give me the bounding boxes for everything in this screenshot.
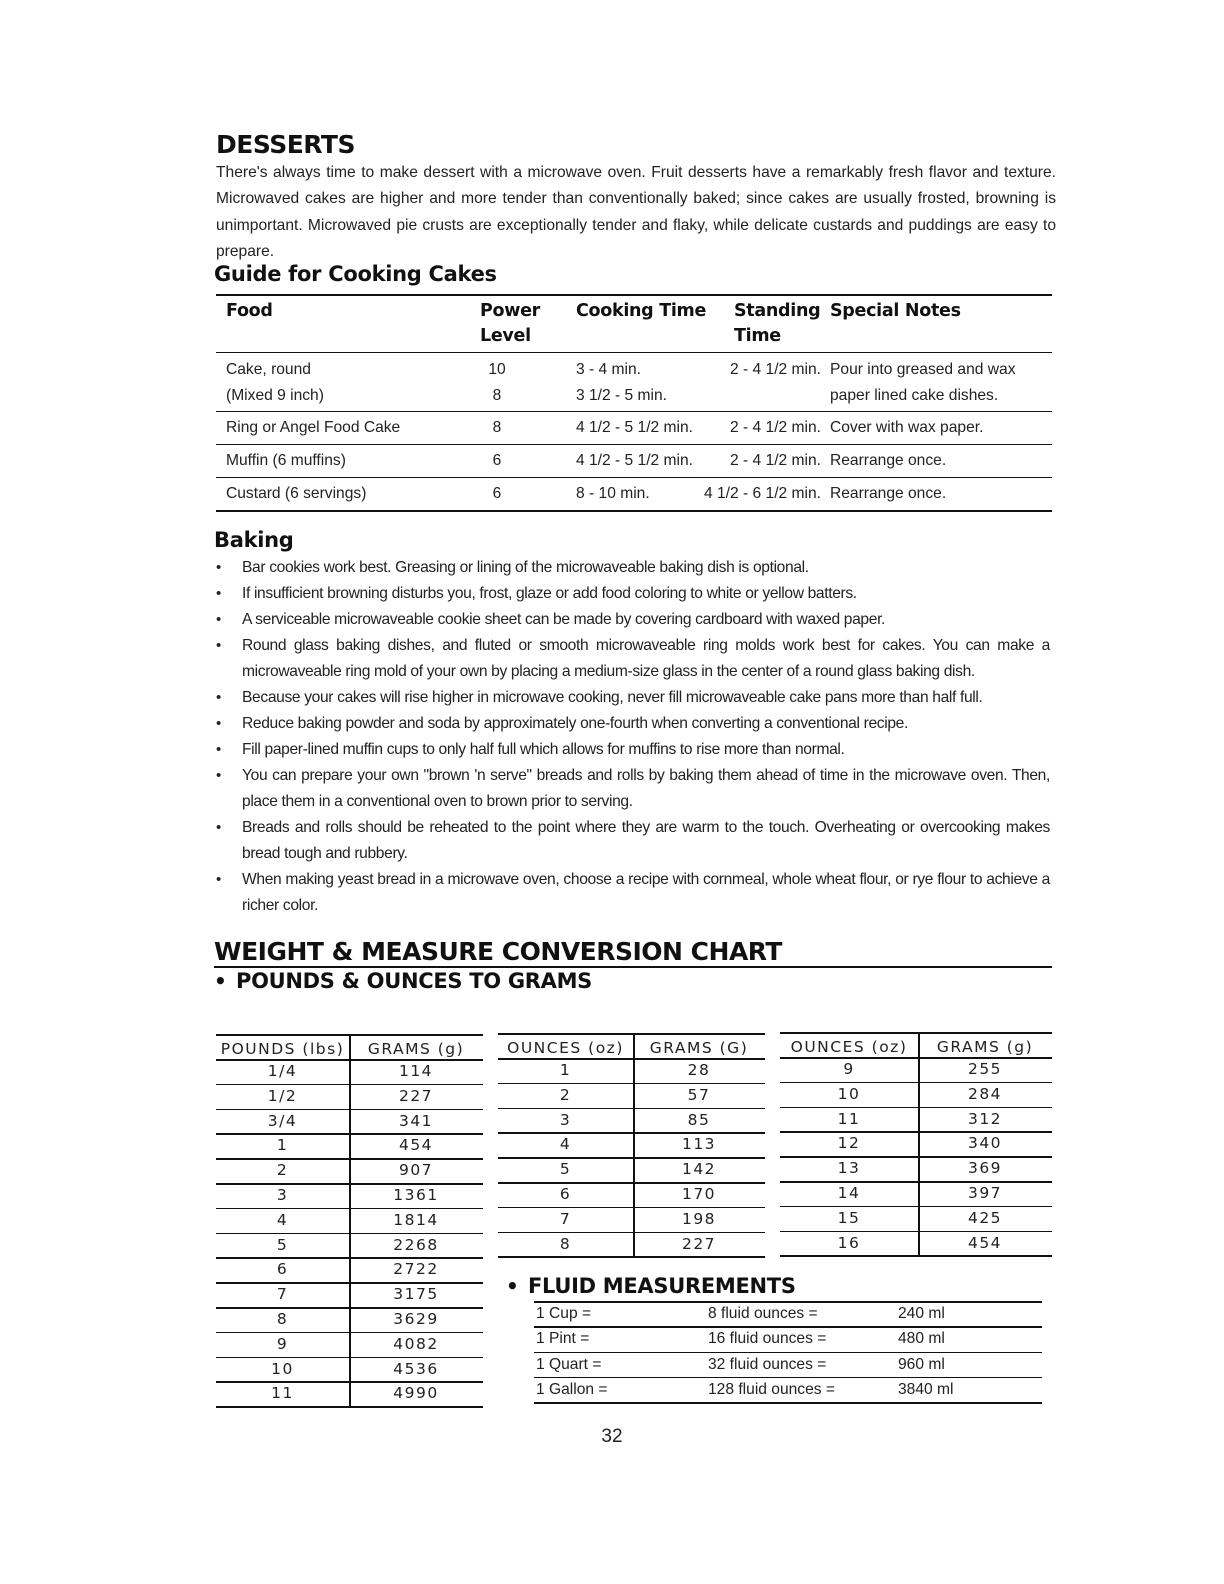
header-power-level	[480, 299, 540, 349]
ounces_b-header-2: GRAMS (g)	[936, 1038, 1034, 1056]
table-cell: 7	[276, 1285, 289, 1304]
table-row-rule	[498, 1108, 765, 1110]
table-row-rule	[780, 1231, 1052, 1233]
table-cell: 57	[687, 1085, 711, 1104]
cell-power: 10	[488, 361, 506, 378]
cell-notes: Pour into greased and wax	[830, 361, 1016, 378]
table-row-rule	[498, 1207, 765, 1209]
table-cell: 1361	[393, 1186, 439, 1204]
fluid-cell: 16 fluid ounces =	[708, 1330, 827, 1348]
table-cell: 1/4	[267, 1062, 298, 1080]
table-row-rule	[498, 1132, 765, 1134]
table-cell: 397	[967, 1184, 1003, 1202]
table-row	[216, 353, 1052, 412]
table-cell: 15	[837, 1208, 861, 1227]
baking-title: Baking	[214, 528, 294, 552]
cakes-table-header	[216, 294, 1052, 353]
table-cell: 1	[559, 1061, 572, 1079]
cell-power: 8	[492, 419, 502, 436]
table-cell: 454	[967, 1233, 1003, 1252]
table-cell: 2722	[393, 1260, 439, 1279]
list-item: • If insufficient browning disturbs you, frost, glaze or add food coloring to white or yellow batters.	[216, 581, 1050, 607]
list-item: • Bar cookies work best. Greasing or lining of the microwaveable baking dish is optional.	[216, 555, 1050, 581]
table-cell: 4082	[393, 1334, 439, 1353]
table-cell: 2	[559, 1085, 572, 1104]
ounces_a-header-rule	[498, 1058, 765, 1060]
table-row	[216, 445, 1052, 478]
table-cell: 4536	[393, 1359, 439, 1378]
table-cell: 85	[687, 1110, 711, 1129]
cakes-table	[216, 294, 1052, 512]
fluid-row-rule	[534, 1402, 1042, 1404]
pounds-header-1: POUNDS (lbs)	[220, 1040, 345, 1058]
table-cell: 3629	[393, 1310, 439, 1328]
cell-food: Ring or Angel Food Cake	[226, 419, 401, 436]
fluid-cell: 3840 ml	[898, 1380, 954, 1398]
table-cell: 255	[967, 1060, 1003, 1078]
table-row-rule	[780, 1107, 1052, 1109]
fluid-cell: 1 Pint =	[536, 1330, 590, 1348]
table-row-rule	[498, 1083, 765, 1085]
header-power-line1: Power	[480, 301, 541, 321]
fluid-top-rule	[534, 1301, 1042, 1303]
table-cell: 2268	[393, 1235, 439, 1254]
ounces_a-column-divider	[633, 1034, 635, 1256]
baking-tips-list	[216, 555, 1050, 919]
cell-notes: Cover with wax paper.	[830, 419, 984, 436]
page-number: 32	[601, 1426, 623, 1447]
cell-notes-cont: paper lined cake dishes.	[830, 387, 999, 404]
table-cell: 6	[276, 1260, 289, 1279]
header-power-line2: Level	[480, 326, 531, 346]
list-item: • A serviceable microwaveable cookie sheet can be made by covering cardboard with waxed paper.	[216, 607, 1050, 633]
table-cell: 9	[276, 1334, 289, 1353]
table-row-rule	[498, 1182, 765, 1184]
list-item: • Round glass baking dishes, and fluted or smooth microwaveable ring molds work best for cakes. You can make a microwaveable ring mold of your own by placing a medium-size glass in the center of a round glass baking dish.	[216, 633, 1050, 685]
list-item: • You can prepare your own "brown 'n serve" breads and rolls by baking them ahead of time in the microwave oven. Then, place them in a conventional oven to brown prior to serving.	[216, 763, 1050, 815]
cell-standing: 2 - 4 1/2 min.	[729, 361, 821, 378]
header-standing-line1: Standing	[734, 301, 821, 321]
table-row-rule	[498, 1157, 765, 1159]
cell-food: Cake, round	[226, 361, 311, 378]
table-row-rule	[498, 1232, 765, 1234]
cell-power: 6	[492, 452, 502, 469]
table-cell: 227	[398, 1086, 434, 1105]
pounds-column-divider	[349, 1035, 351, 1406]
table-cell: 28	[687, 1061, 711, 1079]
cell-standing: 4 1/2 - 6 1/2 min.	[703, 485, 821, 502]
cell-food-detail: (Mixed 9 inch)	[226, 387, 324, 404]
table-cell: 369	[967, 1159, 1003, 1178]
table-cell: 2	[276, 1161, 289, 1180]
table-cell: 11	[837, 1109, 861, 1128]
table-row-rule	[780, 1082, 1052, 1084]
cell-time: 3 - 4 min.	[576, 361, 641, 378]
ounces_a-header-2: GRAMS (G)	[649, 1039, 749, 1057]
fluid-row-rule	[534, 1326, 1042, 1328]
cell-notes: Rearrange once.	[830, 452, 947, 469]
table-row	[216, 478, 1052, 512]
fluid-bullet: •	[506, 1274, 519, 1298]
table-cell: 14	[837, 1184, 861, 1202]
fluid-title: FLUID MEASUREMENTS	[528, 1274, 796, 1298]
conversion-subtitle: POUNDS & OUNCES TO GRAMS	[236, 969, 593, 993]
ounces_b-column-divider	[918, 1033, 920, 1255]
table-cell: 114	[398, 1062, 434, 1080]
fluid-cell: 128 fluid ounces =	[708, 1380, 836, 1398]
pounds-header-2: GRAMS (g)	[367, 1040, 465, 1058]
table-row-rule	[780, 1206, 1052, 1208]
table-cell: 6	[559, 1185, 572, 1203]
table-cell: 7	[559, 1209, 572, 1228]
header-special-notes: Special Notes	[830, 301, 961, 321]
table-cell: 312	[967, 1109, 1003, 1128]
table-cell: 170	[681, 1185, 717, 1203]
table-cell: 198	[681, 1209, 717, 1228]
table-cell: 113	[681, 1135, 717, 1154]
table-row-rule	[780, 1131, 1052, 1133]
table-cell: 3/4	[267, 1111, 298, 1130]
table-cell: 13	[837, 1159, 861, 1178]
ounces_a-top-rule	[498, 1033, 765, 1035]
table-cell: 9	[843, 1060, 855, 1078]
table-cell: 341	[398, 1111, 434, 1130]
table-cell: 4	[276, 1210, 289, 1229]
ounces_b-top-rule	[780, 1032, 1052, 1034]
table-cell: 1/2	[267, 1086, 298, 1105]
fluid-cell: 1 Gallon =	[536, 1380, 608, 1398]
table-cell: 340	[967, 1134, 1003, 1153]
table-row-rule	[216, 1406, 483, 1408]
table-cell: 4	[559, 1135, 572, 1154]
table-cell: 11	[271, 1384, 294, 1403]
table-cell: 8	[276, 1310, 289, 1328]
table-row-rule	[780, 1156, 1052, 1158]
ounces_b-header-rule	[780, 1057, 1052, 1059]
table-cell: 10	[271, 1359, 294, 1378]
conversion-title-rule	[214, 966, 1052, 968]
table-row-rule	[780, 1255, 1052, 1257]
subtitle-bullet: •	[214, 969, 227, 993]
table-cell: 1	[276, 1136, 289, 1155]
table-cell: 3175	[393, 1285, 439, 1304]
fluid-cell: 240 ml	[898, 1305, 945, 1322]
table-cell: 3	[559, 1110, 572, 1129]
list-item: • Reduce baking powder and soda by approximately one-fourth when converting a conventional recipe.	[216, 711, 1050, 737]
table-cell: 10	[837, 1084, 861, 1103]
table-cell: 907	[398, 1161, 434, 1180]
table-cell: 4990	[393, 1384, 439, 1403]
table-cell: 5	[559, 1160, 572, 1179]
cell-time: 4 1/2 - 5 1/2 min.	[576, 452, 694, 469]
header-cooking-time: Cooking Time	[576, 301, 707, 321]
cell-power: 6	[492, 485, 502, 502]
list-item: • Breads and rolls should be reheated to the point where they are warm to the touch. Overheating or overcooking makes bread tough and rubbery.	[216, 815, 1050, 867]
fluid-cell: 1 Quart =	[536, 1355, 602, 1373]
header-food: Food	[226, 301, 273, 321]
cell-food: Custard (6 servings)	[226, 485, 367, 502]
table-cell: 284	[967, 1084, 1003, 1103]
cell-notes: Rearrange once.	[830, 485, 947, 502]
fluid-row-rule	[534, 1377, 1042, 1379]
table-cell: 142	[681, 1160, 717, 1179]
cell-food: Muffin (6 muffins)	[226, 452, 346, 469]
header-standing-line2: Time	[734, 326, 781, 346]
fluid-cell: 8 fluid ounces =	[708, 1305, 818, 1322]
fluid-cell: 960 ml	[898, 1355, 945, 1373]
table-row	[216, 412, 1052, 445]
cell-power-alt: 8	[492, 387, 502, 404]
ounces_b-header-1: OUNCES (oz)	[790, 1038, 908, 1056]
conversion-title: WEIGHT & MEASURE CONVERSION CHART	[214, 937, 782, 966]
table-cell: 3	[276, 1186, 289, 1204]
list-item: • When making yeast bread in a microwave oven, choose a recipe with cornmeal, whole wheat flour, or rye flour to achieve a richer color.	[216, 867, 1050, 919]
list-item: • Fill paper-lined muffin cups to only half full which allows for muffins to rise more than normal.	[216, 737, 1050, 763]
fluid-row-rule	[534, 1352, 1042, 1354]
desserts-intro: There's always time to make dessert with a microwave oven. Fruit desserts have a remarkably fresh flavor and texture. Microwaved cakes are higher and more tender than conventionally baked; since cakes are usually frosted, browning is unimportant. Microwaved pie crusts are exceptionally tender and flaky, while delicate custards and puddings are easy to prepare.	[216, 164, 1056, 260]
cell-standing: 2 - 4 1/2 min.	[729, 452, 821, 469]
table-cell: 16	[837, 1233, 861, 1252]
table-cell: 1814	[393, 1210, 439, 1229]
cell-time: 8 - 10 min.	[576, 485, 650, 502]
table-row-rule	[780, 1181, 1052, 1183]
desserts-title: DESSERTS	[216, 130, 355, 159]
table-cell: 5	[276, 1235, 289, 1254]
table-cell: 227	[681, 1234, 717, 1253]
table-cell: 8	[559, 1234, 572, 1253]
fluid-cell: 480 ml	[898, 1330, 945, 1348]
header-standing-time	[734, 299, 820, 349]
cell-standing: 2 - 4 1/2 min.	[729, 419, 821, 436]
table-cell: 454	[398, 1136, 434, 1155]
fluid-cell: 1 Cup =	[536, 1305, 592, 1322]
table-row-rule	[498, 1256, 765, 1258]
fluid-cell: 32 fluid ounces =	[708, 1355, 827, 1373]
cakes-guide-title: Guide for Cooking Cakes	[214, 262, 497, 286]
list-item: • Because your cakes will rise higher in microwave cooking, never fill microwaveable cake pans more than half full.	[216, 685, 1050, 711]
cell-time: 4 1/2 - 5 1/2 min.	[576, 419, 694, 436]
table-cell: 425	[967, 1208, 1003, 1227]
ounces_a-header-1: OUNCES (oz)	[507, 1039, 624, 1057]
table-cell: 12	[837, 1134, 861, 1153]
cell-time-alt: 3 1/2 - 5 min.	[576, 387, 668, 404]
